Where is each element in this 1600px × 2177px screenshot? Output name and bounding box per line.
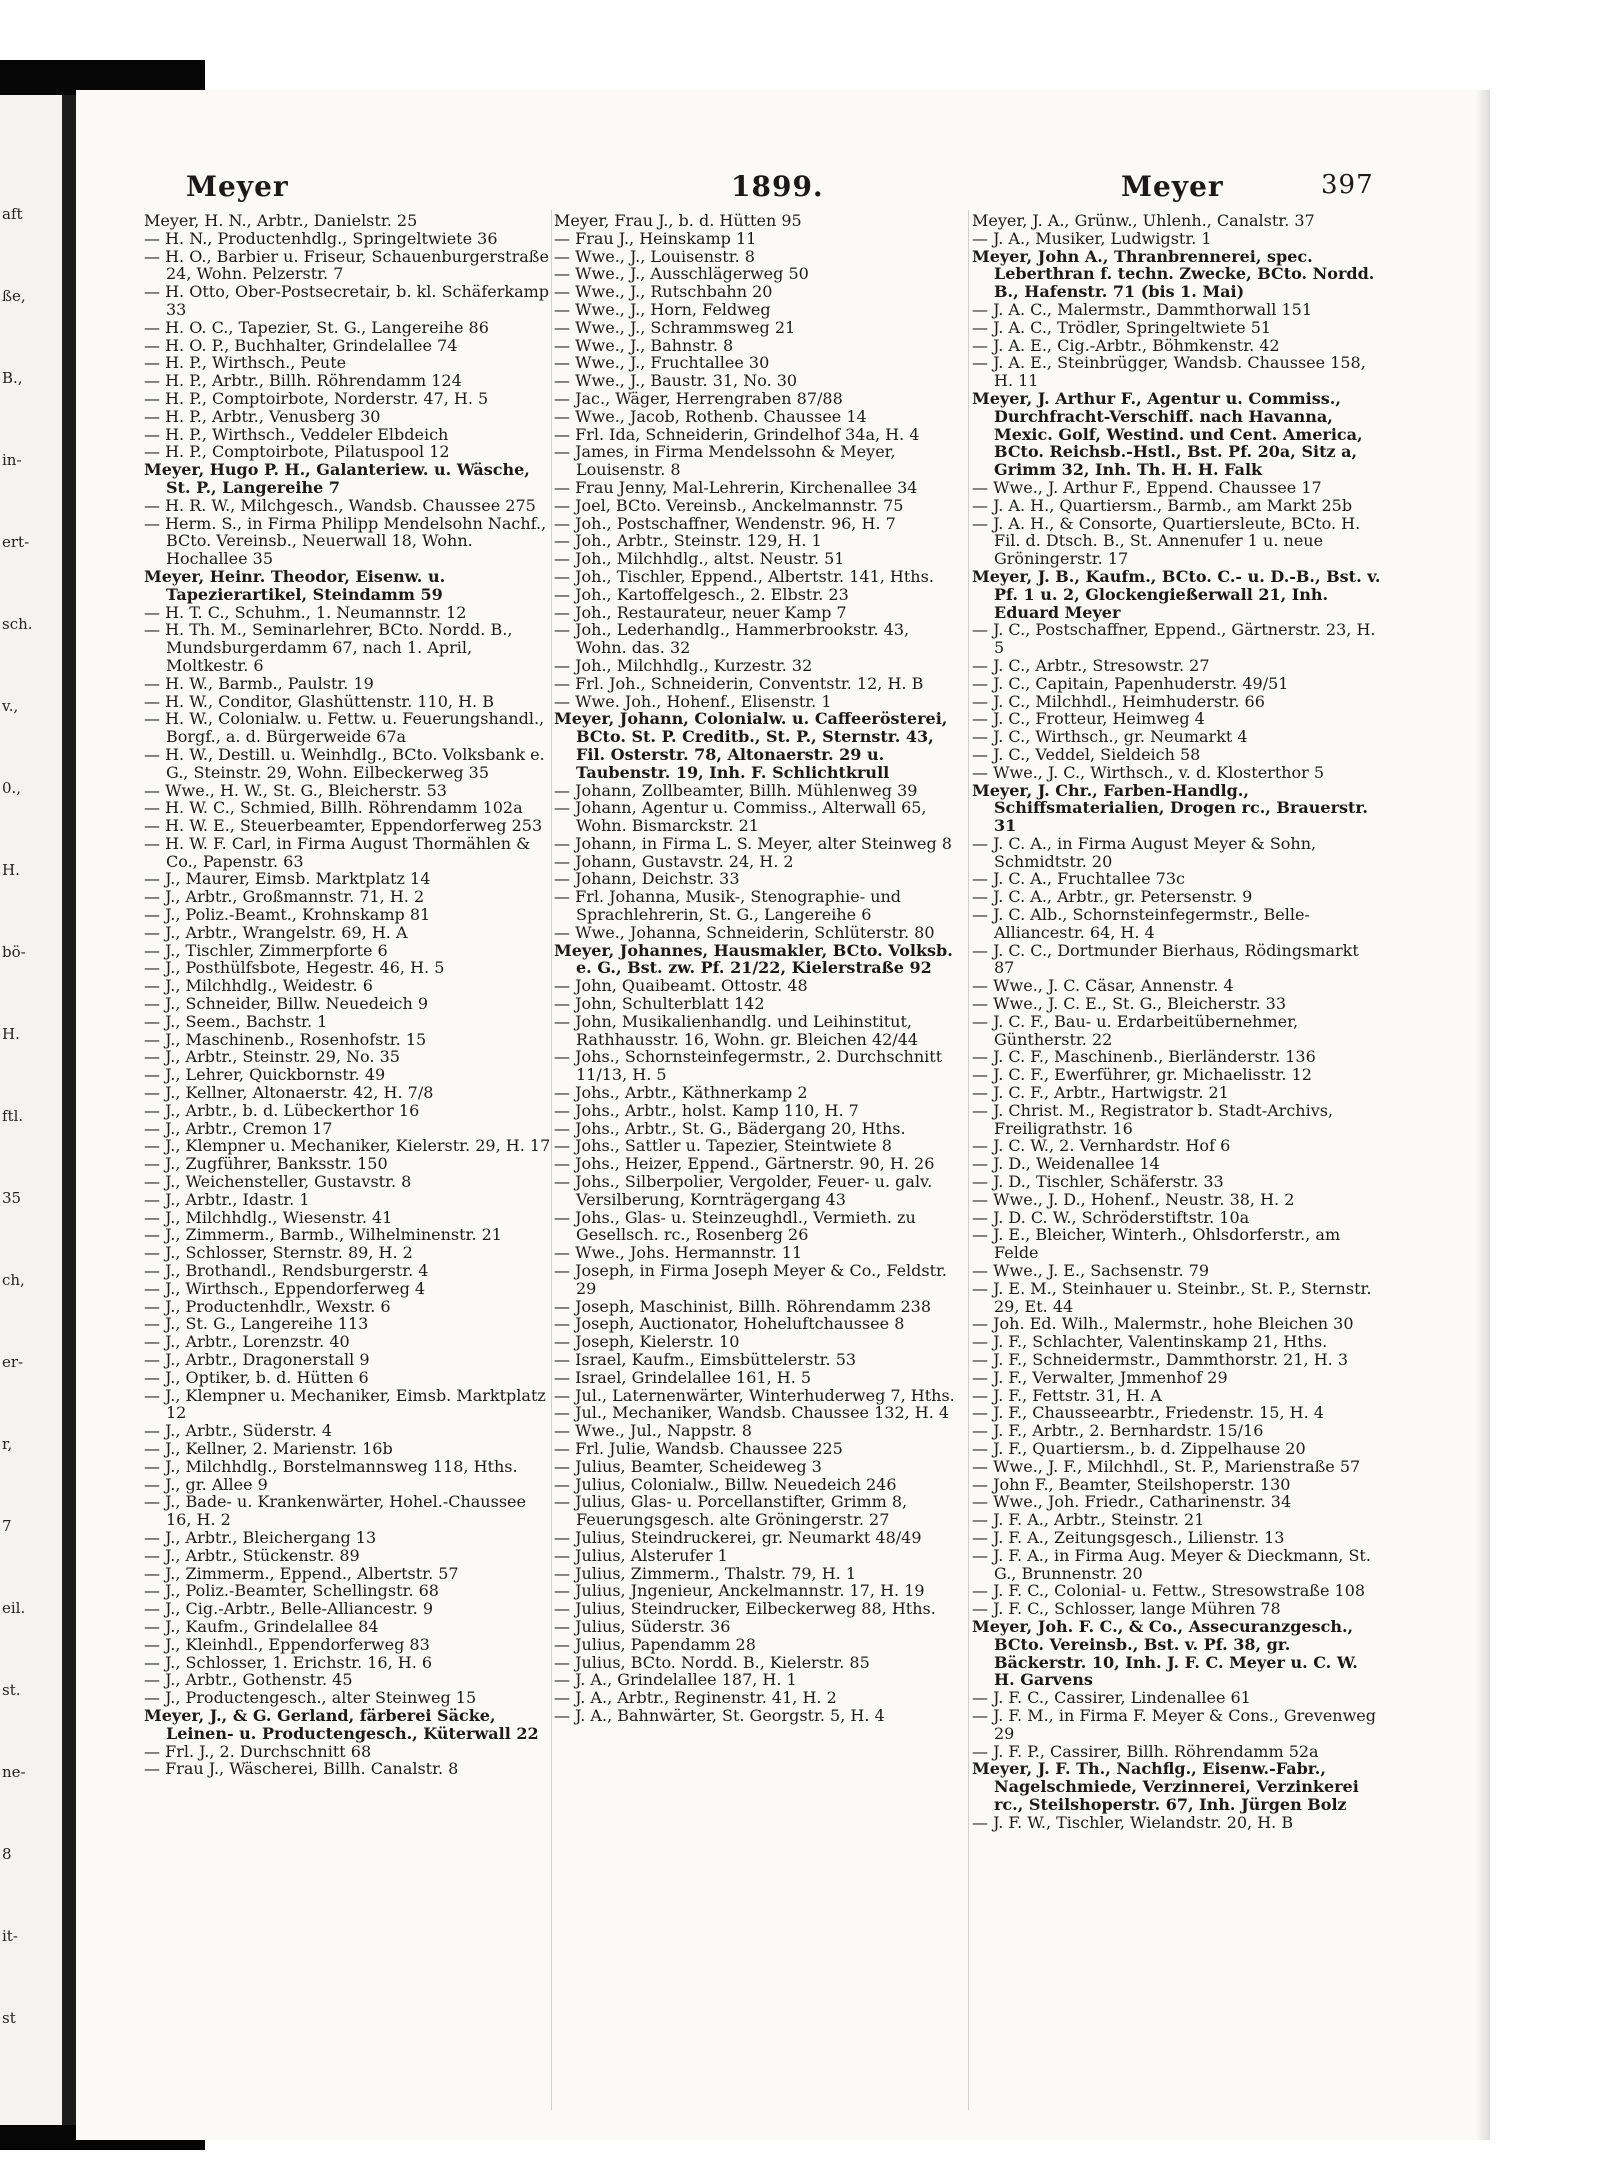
directory-entry: — Johann, Deichstr. 33 [554,869,740,889]
directory-entry: — Julius, Papendamm 28 [554,1634,756,1654]
directory-entry: — J. C., Milchhdl., Heimhuderstr. 66 [972,691,1265,711]
directory-entry: — H. P., Comptoirbote, Pilatuspool 12 [144,442,450,462]
directory-entry: — Israel, Kaufm., Eimsbüttelerstr. 53 [554,1350,857,1369]
directory-entry: — J. F. A., in Firma Aug. Meyer & Dieckmann, St. G., Brunnenstr. 20 [972,1545,1371,1583]
directory-entry: — J. F., Schneidermstr., Dammthorstr. 21, H. 3 [972,1350,1348,1369]
directory-entry: — John, Quaibeamt. Ottostr. 48 [554,976,808,996]
directory-entry: — J., Weichensteller, Gustavstr. 8 [144,1172,412,1192]
directory-entry: — Wwe. Joh., Hohenf., Elisenstr. 1 [554,691,832,711]
directory-entry: — H. W. F. Carl, in Firma August Thormählen & Co., Papenstr. 63 [144,833,531,871]
directory-entry: — J., Kellner, 2. Marienstr. 16b [144,1438,393,1458]
directory-entry: — H. P., Comptoirbote, Norderstr. 47, H. 5 [144,388,489,408]
directory-entry: — Julius, Jngenieur, Anckelmannstr. 17, H. 19 [554,1581,925,1601]
directory-entry: — Johs., Arbtr., St. G., Bädergang 20, Hths. [554,1118,906,1138]
directory-entry: — J., Productenhdlr., Wexstr. 6 [144,1296,391,1316]
previous-page-text-fragment: 8 [2,1845,12,1863]
directory-entry: — Joh., Kartoffelgesch., 2. Elbstr. 23 [554,584,849,604]
directory-entry: — Julius, Süderstr. 36 [554,1616,731,1636]
directory-entry: — H. N., Productenhdlg., Springeltwiete 36 [144,228,498,248]
directory-entry: — J., Seem., Bachstr. 1 [144,1011,328,1031]
directory-entry: — J., Arbtr., Cremon 17 [144,1118,333,1138]
directory-entry: — Joh., Arbtr., Steinstr. 129, H. 1 [554,531,822,551]
header-right-title: Meyer [1121,170,1224,203]
directory-entry: — J. F., Arbtr., 2. Bernhardstr. 15/16 [972,1421,1264,1441]
directory-entry: — Wwe., H. W., St. G., Bleicherstr. 53 [144,780,447,800]
directory-entry: — Johann, Agentur u. Commiss., Alterwall 65, Wohn. Bismarckstr. 21 [554,798,927,836]
directory-entry: — Jac., Wäger, Herrengraben 87/88 [554,388,843,408]
directory-entry: — J., Lehrer, Quickbornstr. 49 [144,1065,386,1085]
directory-entry: — Johs., Glas- u. Steinzeughdl., Vermieth. zu Gesellsch. rc., Rosenberg 26 [554,1207,916,1245]
directory-entry: — Wwe., J. C., Wirthsch., v. d. Klosterthor 5 [972,762,1325,782]
directory-entry: — J., Kaufm., Grindelallee 84 [144,1616,379,1636]
directory-entry: — H. W., Destill. u. Weinhdlg., BCto. Volksbank e. G., Steinstr. 29, Wohn. Eilbeckerweg 35 [144,744,545,782]
directory-entry: — Joh., Restaurateur, neuer Kamp 7 [554,602,847,622]
book-gutter [62,95,76,2125]
directory-entry: Meyer, J. B., Kaufm., BCto. C.- u. D.-B., Bst. v. Pf. 1 u. 2, Glockengießerwall 21, Inh. Eduard Meyer [972,566,1381,622]
directory-entry: — John F., Beamter, Steilshoperstr. 130 [972,1474,1291,1494]
directory-entry: — J. A., Bahnwärter, St. Georgstr. 5, H. 4 [554,1705,885,1725]
directory-entry: — J., Klempner u. Mechaniker, Kielerstr. 29, H. 17 [144,1136,551,1156]
directory-entry: — J. A. C., Malermstr., Dammthorwall 151 [972,299,1313,319]
directory-entry: — J. C., Wirthsch., gr. Neumarkt 4 [972,727,1248,747]
previous-page-text-fragment: ch, [2,1271,25,1289]
directory-entry: — J., Brothandl., Rendsburgerstr. 4 [144,1261,429,1281]
directory-entry: — J. C. Alb., Schornsteinfegermstr., Belle-Alliancestr. 64, H. 4 [972,905,1310,942]
previous-page-text-fragment: aft [2,205,23,223]
directory-entry: — Frl. J., 2. Durchschnitt 68 [144,1741,372,1761]
directory-entry: — J. C. F., Maschinenb., Bierländerstr. 136 [972,1047,1316,1067]
previous-page-text-fragment: 7 [2,1517,12,1535]
directory-entry: — Joseph, Auctionator, Hoheluftchaussee 8 [554,1314,905,1334]
directory-entry: — H. W., Conditor, Glashüttenstr. 110, H. B [144,691,494,711]
directory-entry: — J. A. C., Trödler, Springeltwiete 51 [972,317,1272,337]
directory-entry: — Johs., Silberpolier, Vergolder, Feuer- u. galv. Versilberung, Kornträgergang 43 [554,1172,933,1209]
directory-entry: — Johs., Arbtr., holst. Kamp 110, H. 7 [554,1100,859,1120]
previous-page-text-fragment: v., [2,697,19,715]
directory-entry: — J., Poliz.-Beamt., Krohnskamp 81 [144,905,431,925]
previous-page-text-fragment: st [2,2009,16,2027]
directory-entry: — H. P., Wirthsch., Veddeler Elbdeich [144,424,449,444]
directory-entry: — H. Th. M., Seminarlehrer, BCto. Nordd. B., Mundsburgerdamm 67, nach 1. April, Moltkestr. 6 [144,620,513,675]
directory-entry: — J., Klempner u. Mechaniker, Eimsb. Marktplatz 12 [144,1385,546,1423]
directory-entry: — Johs., Heizer, Eppend., Gärtnerstr. 90, H. 26 [554,1154,935,1174]
directory-entry: — J. C. A., in Firma August Meyer & Sohn, Schmidtstr. 20 [972,833,1317,871]
directory-entry: — Frau J., Heinskamp 11 [554,228,757,248]
directory-entry: — J. F. C., Colonial- u. Fettw., Stresowstraße 108 [972,1581,1366,1601]
previous-page-text-fragment: sch. [2,615,33,633]
directory-entry: — J., Zimmerm., Barmb., Wilhelminenstr. 21 [144,1225,502,1245]
directory-entry: — J., Arbtr., Gothenstr. 45 [144,1670,353,1690]
previous-page-text-fragment: H. [2,861,20,879]
directory-entry: Meyer, Johann, Colonialw. u. Caffeerösterei, BCto. St. P. Creditb., St. P., Sternstr. 43, Fil. Osterstr. 78, Altonaerstr. 29 u. Taubenstr. 19, Inh. F. Schlichtkrull [554,709,948,782]
directory-entry: — J., Arbtr., Süderstr. 4 [144,1421,333,1441]
directory-entry: — J. A. E., Steinbrügger, Wandsb. Chaussee 158, H. 11 [972,353,1366,391]
directory-entry: — J. D., Tischler, Schäferstr. 33 [972,1172,1224,1192]
directory-entry: — J. C. A., Arbtr., gr. Petersenstr. 9 [972,887,1253,907]
directory-entry: — Julius, Steindruckerei, gr. Neumarkt 48/49 [554,1527,922,1547]
directory-entry: — Julius, Colonialw., Billw. Neuedeich 246 [554,1474,897,1494]
directory-entry: — J. E., Bleicher, Winterh., Ohlsdorferstr., am Felde [972,1225,1341,1263]
directory-entry: — Wwe., J. F., Milchhdl., St. P., Marienstraße 57 [972,1456,1361,1476]
directory-entry: — Johann, Zollbeamter, Billh. Mühlenweg 39 [554,780,918,800]
directory-entry: Meyer, J. Arthur F., Agentur u. Commiss., Durchfracht-Verschiff. nach Havanna, Mexic. Golf, Westind. und Cent. America, BCto. Reichsb.-Hstl., Bst. Pf. 20a, Sitz a, Grimm 32, Inh. Th. H. H. Falk [972,388,1363,480]
previous-page-text-fragment: 0., [2,779,22,797]
header-year: 1899. [731,170,824,203]
directory-entry: — J. D., Weidenallee 14 [972,1154,1160,1174]
directory-entry: — Wwe., Joh. Friedr., Catharinenstr. 34 [972,1492,1292,1512]
directory-entry: — Wwe., J. E., Sachsenstr. 79 [972,1261,1210,1281]
directory-column-1 [144,212,554,1778]
directory-entry: — Jul., Laternenwärter, Winterhuderweg 7, Hths. [554,1385,955,1405]
directory-entry: — J., Optiker, b. d. Hütten 6 [144,1367,369,1387]
directory-entry: Meyer, J. F. Th., Nachflg., Eisenw.-Fabr., Nagelschmiede, Verzinnerei, Verzinkerei rc., Steilshoperstr. 67, Inh. Jürgen Bolz [972,1759,1359,1814]
directory-entry: — J., gr. Allee 9 [144,1474,268,1494]
directory-entry: — J., Arbtr., Großmannstr. 71, H. 2 [144,887,425,907]
directory-entry: Meyer, John A., Thranbrennerei, spec. Leberthran f. techn. Zwecke, BCto. Nordd. B., Hafenstr. 71 (bis 1. Mai) [972,246,1375,302]
directory-entry: — J. A. H., & Consorte, Quartiersleute, BCto. H. Fil. d. Dtsch. B., St. Annenufer 1 u. neue Gröningerstr. 17 [972,513,1361,569]
previous-page-text-fragment: er- [2,1353,24,1371]
directory-entry: — Wwe., J., Louisenstr. 8 [554,246,755,266]
directory-entry: — J. F., Quartiersm., b. d. Zippelhause 20 [972,1438,1306,1458]
directory-entry: — J. F. C., Schlosser, lange Mühren 78 [972,1599,1281,1619]
directory-entry: — Frl. Ida, Schneiderin, Grindelhof 34a, H. 4 [554,424,920,444]
directory-entry: — Wwe., J. Arthur F., Eppend. Chaussee 17 [972,477,1322,497]
directory-entry: — J. F. A., Arbtr., Steinstr. 21 [972,1510,1205,1530]
directory-entry: — J., Arbtr., Wrangelstr. 69, H. A [144,922,408,942]
directory-entry: — J. C., Arbtr., Stresowstr. 27 [972,655,1210,675]
directory-entry: — Julius, Glas- u. Porcellanstifter, Grimm 8, Feuerungsgesch. alte Gröningerstr. 27 [554,1492,908,1530]
directory-entry: — J., Zugführer, Banksstr. 150 [144,1154,388,1174]
directory-entry: Meyer, Heinr. Theodor, Eisenw. u. Tapezierartikel, Steindamm 59 [144,566,446,604]
directory-entry: — J. C., Capitain, Papenhuderstr. 49/51 [972,673,1289,693]
directory-entry: — J., Milchhdlg., Wiesenstr. 41 [144,1207,393,1227]
header-left-title: Meyer [186,170,289,203]
directory-entry: — J. F., Fettstr. 31, H. A [972,1385,1162,1405]
previous-page-text-fragment: it- [2,1927,18,1945]
previous-page-text-fragment: r, [2,1435,13,1453]
directory-entry: — J., Maschinenb., Rosenhofstr. 15 [144,1029,427,1049]
directory-entry: — H. P., Arbtr., Billh. Röhrendamm 124 [144,371,462,391]
directory-entry: — H. O. C., Tapezier, St. G., Langereihe 86 [144,317,489,337]
running-header [76,170,1490,210]
directory-entry: — Frau Jenny, Mal-Lehrerin, Kirchenallee 34 [554,477,918,497]
column-divider [968,210,969,2110]
directory-entry: — Wwe., J., Horn, Feldweg [554,299,771,319]
directory-entry: — Frl. Johanna, Musik-, Stenographie- und Sprachlehrerin, St. G., Langereihe 6 [554,887,902,925]
directory-entry: Meyer, Hugo P. H., Galanteriew. u. Wäsche, St. P., Langereihe 7 [144,460,530,497]
directory-entry: — Johann, in Firma L. S. Meyer, alter Steinweg 8 [554,833,952,853]
directory-entry: — H. W., Barmb., Paulstr. 19 [144,673,374,693]
page-number: 397 [1321,170,1374,200]
directory-entry: — Wwe., J. C. E., St. G., Bleicherstr. 33 [972,994,1287,1014]
directory-entry: — Joseph, Maschinist, Billh. Röhrendamm 238 [554,1296,932,1316]
directory-entry: — J. F. C., Cassirer, Lindenallee 61 [972,1688,1251,1708]
directory-entry: — J., Maurer, Eimsb. Marktplatz 14 [144,869,431,889]
directory-entry: — Jul., Mechaniker, Wandsb. Chaussee 132, H. 4 [554,1403,950,1423]
directory-entry: — J., Bade- u. Krankenwärter, Hohel.-Chaussee 16, H. 2 [144,1492,526,1530]
directory-entry: — J. F. P., Cassirer, Billh. Röhrendamm 52a [972,1741,1319,1761]
directory-entry: — H. O., Barbier u. Friseur, Schauenburgerstraße 24, Wohn. Pelzerstr. 7 [144,246,549,284]
directory-entry: — J., Arbtr., b. d. Lübeckerthor 16 [144,1100,420,1120]
directory-entry: — Johann, Gustavstr. 24, H. 2 [554,851,794,871]
directory-entry: — Johs., Arbtr., Käthnerkamp 2 [554,1083,808,1103]
directory-entry: — J., Arbtr., Stückenstr. 89 [144,1545,360,1565]
directory-entry: — J. F., Chausseearbtr., Friedenstr. 15, H. 4 [972,1403,1324,1423]
directory-entry: — J., St. G., Langereihe 113 [144,1314,369,1334]
previous-page-text-fragment: B., [2,369,23,387]
directory-entry: — J., Arbtr., Bleichergang 13 [144,1527,377,1547]
directory-entry: — Frl. Joh., Schneiderin, Conventstr. 12, H. B [554,673,924,693]
directory-entry: — J. Christ. M., Registrator b. Stadt-Archivs, Freiligrathstr. 16 [972,1100,1334,1138]
directory-entry: — Wwe., J. D., Hohenf., Neustr. 38, H. 2 [972,1189,1295,1209]
directory-entry: — J., Zimmerm., Eppend., Albertstr. 57 [144,1563,459,1583]
previous-page-edge [0,95,62,2125]
directory-entry: — Wwe., Jul., Nappstr. 8 [554,1421,752,1441]
directory-entry: — Joh., Lederhandlg., Hammerbrookstr. 43, Wohn. das. 32 [554,620,910,658]
directory-entry: — John, Musikalienhandlg. und Leihinstitut, Rathhausstr. 16, Wohn. gr. Bleichen 42/44 [554,1011,919,1049]
directory-entry: — J., Cig.-Arbtr., Belle-Alliancestr. 9 [144,1599,434,1619]
directory-entry: — J. F. A., Zeitungsgesch., Lilienstr. 13 [972,1527,1285,1547]
directory-entry: — H. P., Wirthsch., Peute [144,353,347,373]
directory-entry: — J., Milchhdlg., Borstelmannsweg 118, Hths. [144,1456,518,1476]
directory-entry: — J., Productengesch., alter Steinweg 15 [144,1688,477,1708]
directory-entry: — J., Arbtr., Idastr. 1 [144,1189,310,1209]
directory-entry: — Joh. Ed. Wilh., Malermstr., hohe Bleichen 30 [972,1314,1354,1334]
directory-entry: — H. W., Colonialw. u. Fettw. u. Feuerungshandl., Borgf., a. d. Bürgerweide 67a [144,709,545,747]
directory-entry: — J. C., Veddel, Sieldeich 58 [972,744,1201,764]
previous-page-text-fragment: eil. [2,1599,26,1617]
directory-entry: — James, in Firma Mendelssohn & Meyer, Louisenstr. 8 [554,442,896,480]
directory-entry: — Johs., Sattler u. Tapezier, Steintwiete 8 [554,1136,892,1156]
directory-entry: — J. C. F., Arbtr., Hartwigstr. 21 [972,1083,1229,1103]
directory-page [76,90,1490,2140]
directory-entry: — H. T. C., Schuhm., 1. Neumannstr. 12 [144,602,467,622]
previous-page-text-fragment: in- [2,451,22,469]
directory-entry: — Frau J., Wäscherei, Billh. Canalstr. 8 [144,1759,459,1779]
directory-entry: — Wwe., Johs. Hermannstr. 11 [554,1243,803,1263]
directory-entry: — Julius, Steindrucker, Eilbeckerweg 88, Hths. [554,1599,936,1619]
directory-entry: — Julius, Zimmerm., Thalstr. 79, H. 1 [554,1563,857,1583]
directory-entry: — Julius, Beamter, Scheideweg 3 [554,1456,822,1476]
directory-entry: — J., Schlosser, Sternstr. 89, H. 2 [144,1243,413,1263]
directory-entry: — J. C. A., Fruchtallee 73c [972,869,1185,889]
directory-entry: Meyer, Frau J., b. d. Hütten 95 [554,211,802,230]
directory-entry: — J. C. F., Bau- u. Erdarbeitübernehmer, Güntherstr. 22 [972,1011,1299,1049]
directory-entry: — J., Arbtr., Lorenzstr. 40 [144,1332,350,1352]
directory-entry: — Joseph, in Firma Joseph Meyer & Co., Feldstr. 29 [554,1261,948,1298]
directory-entry: — Wwe., J., Baustr. 31, No. 30 [554,371,798,391]
directory-entry: — J. A., Grindelallee 187, H. 1 [554,1670,797,1690]
directory-entry: — J. A. E., Cig.-Arbtr., Böhmkenstr. 42 [972,335,1280,355]
previous-page-text-fragment: ert- [2,533,30,551]
directory-entry: — J., Posthülfsbote, Hegestr. 46, H. 5 [144,958,445,978]
directory-entry: — Joh., Postschaffner, Wendenstr. 96, H. 7 [554,513,896,533]
directory-entry: — H. P., Arbtr., Venusberg 30 [144,406,381,426]
directory-entry: — Israel, Grindelallee 161, H. 5 [554,1367,812,1387]
directory-entry: — J., Schneider, Billw. Neuedeich 9 [144,994,429,1014]
directory-entry: — J., Poliz.-Beamter, Schellingstr. 68 [144,1581,439,1601]
directory-entry: — Wwe., J., Schrammsweg 21 [554,317,796,337]
directory-entry: — J., Kellner, Altonaerstr. 42, H. 7/8 [144,1083,434,1103]
directory-entry: — J. A. H., Quartiersm., Barmb., am Markt 25b [972,495,1353,515]
directory-entry: — J. F., Verwalter, Jmmenhof 29 [972,1367,1228,1387]
directory-entry: — J. C. C., Dortmunder Bierhaus, Rödingsmarkt 87 [972,940,1359,978]
directory-entry: — Julius, BCto. Nordd. B., Kielerstr. 85 [554,1652,870,1672]
directory-entry: Meyer, J., & G. Gerland, färberei Säcke, Leinen- u. Productengesch., Küterwall 22 [144,1705,539,1743]
previous-page-text-fragment: ße, [2,287,26,305]
directory-entry: — J. C. W., 2. Vernhardstr. Hof 6 [972,1136,1231,1156]
directory-entry: — H. R. W., Milchgesch., Wandsb. Chaussee 275 [144,495,536,515]
directory-entry: Meyer, J. Chr., Farben-Handlg., Schiffsmaterialien, Drogen rc., Brauerstr. 31 [972,780,1368,836]
directory-entry: — J. A., Arbtr., Reginenstr. 41, H. 2 [554,1688,837,1708]
previous-page-text-fragment: bö- [2,943,26,961]
directory-entry: — J., Arbtr., Dragonerstall 9 [144,1350,370,1369]
directory-entry: — John, Schulterblatt 142 [554,994,765,1014]
directory-entry: — H. W. E., Steuerbeamter, Eppendorferweg 253 [144,816,543,836]
directory-entry: — J. C. F., Ewerführer, gr. Michaelisstr. 12 [972,1065,1312,1085]
directory-entry: — Wwe., Jacob, Rothenb. Chaussee 14 [554,406,867,426]
directory-entry: — J., Schlosser, 1. Erichstr. 16, H. 6 [144,1652,433,1672]
directory-entry: — J., Arbtr., Steinstr. 29, No. 35 [144,1047,400,1067]
directory-entry: — J. E. M., Steinhauer u. Steinbr., St. P., Sternstr. 29, Et. 44 [972,1278,1372,1316]
directory-entry: — Wwe., J., Ausschlägerweg 50 [554,264,809,284]
previous-page-text-fragment: 35 [2,1189,22,1207]
directory-entry: — Frl. Julie, Wandsb. Chaussee 225 [554,1438,843,1458]
directory-entry: Meyer, Joh. F. C., & Co., Assecuranzgesch., BCto. Vereinsb., Bst. v. Pf. 38, gr. Bäckerstr. 10, Inh. J. F. C. Meyer u. C. W. H. Garvens [972,1616,1358,1690]
directory-entry: — Joh., Milchhdlg., Kurzestr. 32 [554,655,813,675]
previous-page-text-fragment: H. [2,1025,20,1043]
directory-entry: — J., Wirthsch., Eppendorferweg 4 [144,1278,426,1298]
directory-entry: Meyer, H. N., Arbtr., Danielstr. 25 [144,211,418,230]
directory-entry: — J., Milchhdlg., Weidestr. 6 [144,976,373,996]
directory-column-3 [972,212,1382,1832]
directory-entry: — Joh., Milchhdlg., altst. Neustr. 51 [554,549,845,569]
directory-column-2 [554,212,964,1725]
directory-entry: — H. W. C., Schmied, Billh. Röhrendamm 102a [144,798,523,818]
directory-entry: — Joseph, Kielerstr. 10 [554,1332,740,1352]
directory-entry: — J. D. C. W., Schröderstiftstr. 10a [972,1207,1250,1227]
directory-entry: Meyer, Johannes, Hausmakler, BCto. Volksb. e. G., Bst. zw. Pf. 21/22, Kielerstraße 92 [554,940,953,978]
directory-entry: — J. F. W., Tischler, Wielandstr. 20, H. B [972,1812,1294,1832]
directory-entry: — Joel, BCto. Vereinsb., Anckelmannstr. 75 [554,495,904,515]
directory-entry: — Wwe., J., Bahnstr. 8 [554,335,734,355]
directory-entry: — Wwe., J. C. Cäsar, Annenstr. 4 [972,976,1234,996]
previous-page-text-fragment: ne- [2,1763,26,1781]
directory-entry: — J. C., Frotteur, Heimweg 4 [972,709,1205,729]
directory-entry: — Wwe., Johanna, Schneiderin, Schlüterstr. 80 [554,922,935,942]
directory-entry: — J., Kleinhdl., Eppendorferweg 83 [144,1634,430,1654]
directory-entry: — Wwe., J., Rutschbahn 20 [554,282,773,302]
directory-entry: — H. O. P., Buchhalter, Grindelallee 74 [144,335,458,355]
directory-entry: Meyer, J. A., Grünw., Uhlenh., Canalstr. 37 [972,211,1315,230]
directory-entry: — J. C., Postschaffner, Eppend., Gärtnerstr. 23, H. 5 [972,620,1376,658]
directory-entry: — J., Tischler, Zimmerpforte 6 [144,940,388,960]
directory-entry: — J. F. M., in Firma F. Meyer & Cons., Grevenweg 29 [972,1705,1376,1743]
directory-entry: — J. F., Schlachter, Valentinskamp 21, Hths. [972,1332,1328,1352]
directory-entry: — Johs., Schornsteinfegermstr., 2. Durchschnitt 11/13, H. 5 [554,1047,943,1085]
directory-entry: — Julius, Alsterufer 1 [554,1545,728,1565]
directory-entry: — Wwe., J., Fruchtallee 30 [554,353,770,373]
previous-page-text-fragment: ftl. [2,1107,24,1125]
directory-entry: — Joh., Tischler, Eppend., Albertstr. 141, Hths. [554,566,934,586]
directory-entry: — Herm. S., in Firma Philipp Mendelsohn Nachf., BCto. Vereinsb., Neuerwall 18, Wohn. Hochallee 35 [144,513,547,569]
previous-page-text-fragment: st. [2,1681,21,1699]
directory-entry: — H. Otto, Ober-Postsecretair, b. kl. Schäferkamp 33 [144,282,550,319]
directory-entry: — J. A., Musiker, Ludwigstr. 1 [972,228,1212,248]
